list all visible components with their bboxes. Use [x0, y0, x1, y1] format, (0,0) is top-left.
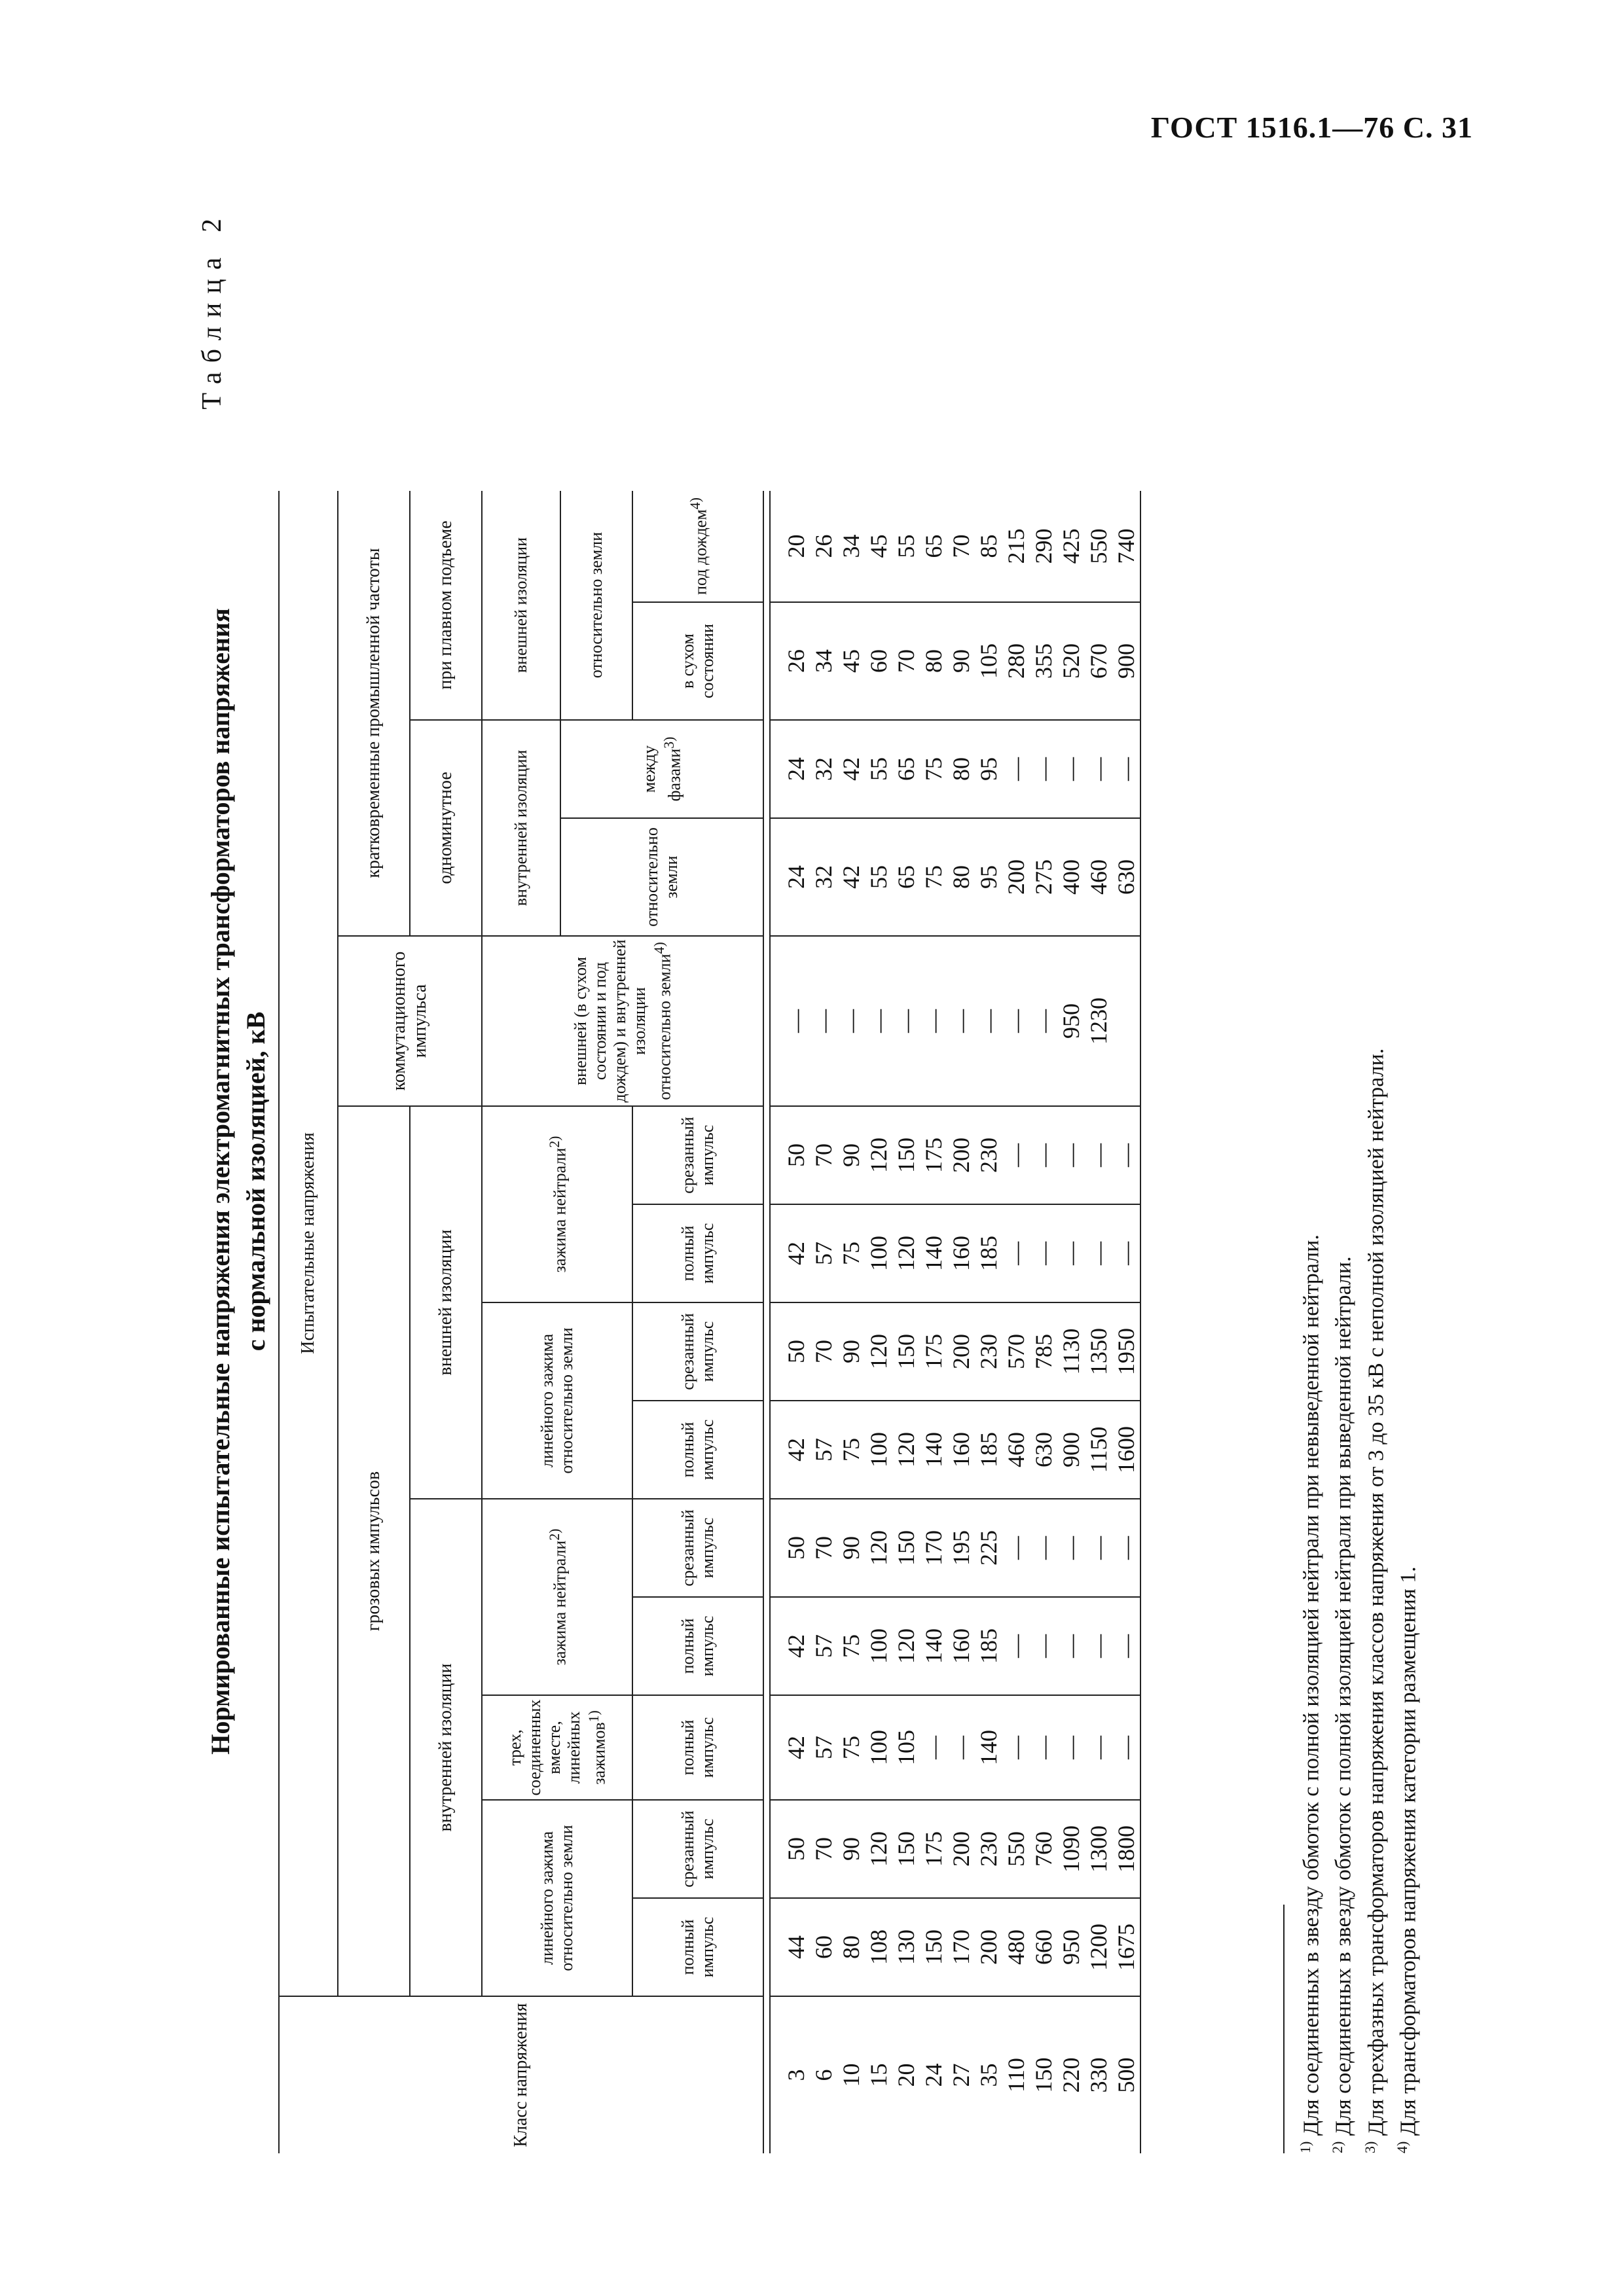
cell-value: 35	[976, 2063, 1002, 2087]
table-label: Таблица 2	[197, 209, 227, 410]
footnote-1-text: Для соединенных в звезду обмоток с полной изоляцией нейтрали при невыведенной нейтрали.	[1299, 1234, 1324, 2136]
col-int-three-full	[770, 1695, 1140, 1800]
cell-value: 200	[1003, 859, 1029, 895]
ext-neutral-chopped-header: срезанный импульс	[632, 1106, 763, 1204]
cell-value: 60	[811, 1935, 837, 1959]
cell-value: 425	[1058, 528, 1084, 564]
cell-value: —	[948, 1009, 974, 1033]
cell-value: 220	[1058, 2057, 1084, 2093]
ext-neutral-sup: 2)	[546, 1136, 562, 1148]
cell-value: —	[976, 1009, 1002, 1033]
cell-value: 1200	[1085, 1924, 1112, 1971]
cell-value: 120	[866, 1831, 892, 1867]
col-class	[770, 1996, 1140, 2153]
cell-value: —	[1113, 1242, 1139, 1265]
int-neutral-sup: 2)	[546, 1528, 562, 1541]
title-line-1: Нормированные испытательные напряжения электромагнитных трансформаторов напряжения	[206, 608, 235, 1755]
int-neutral-chopped-header: срезанный импульс	[632, 1499, 763, 1597]
lightning-header: грозовых импульсов	[338, 1106, 410, 1996]
table-title	[203, 209, 274, 2153]
cell-value: 400	[1058, 859, 1084, 895]
cell-value: 42	[783, 1634, 809, 1658]
col-one-min-phases	[770, 720, 1140, 818]
cell-value: 70	[811, 1340, 837, 1363]
cell-value: —	[893, 1009, 919, 1033]
cell-value: 42	[783, 1438, 809, 1462]
cell-value: 75	[921, 757, 947, 781]
cell-value: —	[921, 1736, 947, 1759]
int-three-phase-header	[482, 1695, 632, 1800]
cell-value: 42	[783, 1736, 809, 1759]
cell-value: 20	[783, 534, 809, 558]
switching-detail-sup: 4)	[651, 942, 667, 954]
cell-value: 460	[1003, 1432, 1029, 1467]
industrial-header: кратковременные промышленной частоты	[338, 491, 410, 936]
switching-header: коммутационного импульса	[338, 936, 482, 1106]
cell-value: 57	[811, 1736, 837, 1759]
cell-value: 460	[1085, 859, 1112, 895]
cell-value: 1950	[1113, 1328, 1139, 1375]
cell-value: 32	[811, 865, 837, 889]
cell-value: 200	[948, 1138, 974, 1173]
cell-value: 120	[866, 1530, 892, 1566]
cell-value: 660	[1030, 1929, 1057, 1965]
switching-detail-header	[482, 936, 763, 1106]
cell-value: 160	[948, 1236, 974, 1271]
cell-value: 160	[948, 1628, 974, 1664]
cell-value: 70	[811, 1143, 837, 1167]
cell-value: —	[948, 1736, 974, 1759]
cell-value: 150	[893, 1530, 919, 1566]
cell-value: —	[1003, 1736, 1029, 1759]
cell-value: 20	[893, 2063, 919, 2087]
cell-value: 57	[811, 1438, 837, 1462]
cell-value: 150	[921, 1929, 947, 1965]
cell-value: —	[1003, 1143, 1029, 1167]
page-header: ГОСТ 1516.1—76 С. 31	[1150, 111, 1473, 144]
one-min-ground-header: относительно земли	[560, 818, 763, 936]
ext-neutral-full-header: полный импульс	[632, 1204, 763, 1302]
col-ext-linear-full	[770, 1401, 1140, 1499]
cell-value: 1600	[1113, 1426, 1139, 1473]
int-three-phase-text: трех, соединенных вместе, линейных зажимов	[505, 1699, 609, 1796]
int-neutral-full-header: полный импульс	[632, 1597, 763, 1695]
cell-value: 275	[1030, 859, 1057, 895]
cell-value: 480	[1003, 1929, 1029, 1965]
cell-value: 175	[921, 1831, 947, 1867]
cell-value: 55	[866, 865, 892, 889]
cell-value: —	[866, 1009, 892, 1033]
external-insulation-header: внешней изоляции	[410, 1106, 482, 1499]
cell-value: 550	[1085, 528, 1112, 564]
cell-value: 185	[976, 1628, 1002, 1664]
cell-value: 150	[893, 1334, 919, 1369]
cell-value: —	[1058, 1242, 1084, 1265]
cell-value: —	[1085, 1143, 1112, 1167]
cell-value: 900	[1058, 1432, 1084, 1467]
cell-value: 200	[948, 1334, 974, 1369]
cell-value: 24	[921, 2063, 947, 2087]
cell-value: 57	[811, 1634, 837, 1658]
cell-value: 85	[976, 534, 1002, 558]
int-linear-header: линейного зажима относительно земли	[482, 1800, 632, 1996]
int-three-phase-sup: 1)	[585, 1710, 602, 1723]
int-linear-chopped-header: срезанный импульс	[632, 1800, 763, 1898]
one-minute-header: одноминутное	[410, 720, 482, 936]
cell-value: 140	[921, 1628, 947, 1664]
title-line-2: с нормальной изоляцией, кВ	[241, 1011, 270, 1352]
cell-value: 760	[1030, 1831, 1057, 1867]
cell-value: 200	[948, 1831, 974, 1867]
cell-value: —	[1030, 1242, 1057, 1265]
cell-value: 630	[1030, 1432, 1057, 1467]
cell-value: 6	[811, 2069, 837, 2081]
cell-value: 24	[783, 757, 809, 781]
cell-value: 75	[838, 1438, 864, 1462]
cell-value: 15	[866, 2063, 892, 2087]
cell-value: 45	[866, 534, 892, 558]
cell-value: —	[1085, 757, 1112, 781]
col-int-linear-chopped	[770, 1800, 1140, 1898]
col-switching	[770, 936, 1140, 1106]
between-phases-header	[560, 720, 763, 818]
cell-value: —	[1113, 1634, 1139, 1658]
cell-value: 195	[948, 1530, 974, 1566]
cell-value: 80	[838, 1935, 864, 1959]
cell-value: 150	[893, 1831, 919, 1867]
footnote-2	[1324, 209, 1357, 2153]
cell-value: 24	[783, 865, 809, 889]
cell-value: 120	[893, 1236, 919, 1271]
cell-value: 65	[921, 534, 947, 558]
cell-value: 32	[811, 757, 837, 781]
cell-value: 26	[783, 649, 809, 673]
cell-value: —	[1003, 1634, 1029, 1658]
cell-value: 90	[838, 1340, 864, 1363]
int-neutral-text: зажима нейтрали	[550, 1540, 570, 1666]
cell-value: 150	[1030, 2057, 1057, 2093]
cell-value: 75	[838, 1242, 864, 1265]
cell-value: 80	[921, 649, 947, 673]
cell-value: 120	[893, 1628, 919, 1664]
ext-linear-chopped-header: срезанный импульс	[632, 1302, 763, 1401]
cell-value: —	[838, 1009, 864, 1033]
cell-value: 230	[976, 1138, 1002, 1173]
cell-value: —	[1113, 757, 1139, 781]
int-neutral-header	[482, 1499, 632, 1695]
cell-value: 34	[811, 649, 837, 673]
smooth-ground-header: относительно земли	[560, 491, 632, 720]
cell-value: 75	[838, 1736, 864, 1759]
cell-value: —	[1030, 1536, 1057, 1560]
cell-value: 900	[1113, 643, 1139, 679]
cell-value: 70	[811, 1536, 837, 1560]
smooth-rise-header: при плавном подъеме	[410, 491, 482, 720]
cell-value: 280	[1003, 643, 1029, 679]
cell-value: 120	[866, 1138, 892, 1173]
cell-value: 95	[976, 757, 1002, 781]
cell-value: 1230	[1085, 997, 1112, 1045]
col-ext-neutral-chopped	[770, 1106, 1140, 1204]
cell-value: —	[1058, 1143, 1084, 1167]
col-ext-neutral-full	[770, 1204, 1140, 1302]
cell-value: —	[921, 1009, 947, 1033]
footnote-4	[1389, 209, 1421, 2153]
test-voltages-header: Испытательные напряжения	[279, 491, 338, 1996]
col-int-neutral-full	[770, 1597, 1140, 1695]
cell-value: 215	[1003, 528, 1029, 564]
cell-value: 1350	[1085, 1328, 1112, 1375]
cell-value: 130	[893, 1929, 919, 1965]
cell-value: 1130	[1058, 1328, 1084, 1375]
cell-value: 60	[866, 649, 892, 673]
cell-value: 100	[866, 1236, 892, 1271]
cell-value: 140	[921, 1236, 947, 1271]
cell-value: —	[1030, 757, 1057, 781]
footnote-3	[1357, 209, 1389, 2153]
cell-value: —	[1058, 757, 1084, 781]
cell-value: —	[1058, 1634, 1084, 1658]
cell-value: 100	[866, 1628, 892, 1664]
footnote-1-num: 1)	[1297, 2141, 1313, 2153]
footnote-2-text: Для соединенных в звезду обмоток с полной изоляцией нейтрали при выведенной нейтрали.	[1331, 1256, 1356, 2136]
cell-value: 1800	[1113, 1825, 1139, 1873]
cell-value: 630	[1113, 859, 1139, 895]
cell-value: 42	[783, 1242, 809, 1265]
cell-value: 80	[948, 757, 974, 781]
cell-value: 1090	[1058, 1825, 1084, 1873]
cell-value: —	[1030, 1009, 1057, 1033]
cell-value: —	[1058, 1736, 1084, 1759]
cell-value: 120	[866, 1334, 892, 1369]
footnote-3-num: 3)	[1361, 2141, 1378, 2153]
cell-value: 75	[921, 865, 947, 889]
ext-neutral-header	[482, 1106, 632, 1302]
cell-value: 65	[893, 757, 919, 781]
cell-value: 70	[811, 1837, 837, 1861]
cell-value: —	[1030, 1736, 1057, 1759]
cell-value: 570	[1003, 1334, 1029, 1369]
cell-value: 230	[976, 1334, 1002, 1369]
cell-value: 175	[921, 1138, 947, 1173]
cell-value: 200	[976, 1929, 1002, 1965]
dry-header: в сухом состоянии	[632, 602, 763, 720]
cell-value: 50	[783, 1340, 809, 1363]
ext-linear-header: линейного зажима относительно земли	[482, 1302, 632, 1499]
cell-value: 108	[866, 1929, 892, 1965]
between-phases-text: между фазами	[639, 745, 684, 802]
rain-sup: 4)	[687, 497, 703, 510]
cell-value: 42	[838, 865, 864, 889]
cell-value: —	[1003, 1536, 1029, 1560]
external-ins-short-header: внешней изоляции	[482, 491, 560, 720]
cell-value: —	[1113, 1536, 1139, 1560]
cell-value: 355	[1030, 643, 1057, 679]
cell-value: 150	[893, 1138, 919, 1173]
cell-value: —	[1003, 1009, 1029, 1033]
class-header: Класс напряжения	[511, 2003, 531, 2147]
cell-value: —	[1058, 1536, 1084, 1560]
cell-value: 950	[1058, 1929, 1084, 1965]
between-phases-sup: 3)	[661, 736, 677, 749]
cell-value: 225	[976, 1530, 1002, 1566]
cell-value: 670	[1085, 643, 1112, 679]
cell-value: —	[1085, 1536, 1112, 1560]
cell-value: —	[783, 1009, 809, 1033]
cell-value: 90	[838, 1837, 864, 1861]
cell-value: 34	[838, 534, 864, 558]
cell-value: 1150	[1085, 1426, 1112, 1473]
cell-value: 95	[976, 865, 1002, 889]
cell-value: 55	[866, 757, 892, 781]
footnote-rule	[1283, 1905, 1285, 2153]
cell-value: —	[1030, 1143, 1057, 1167]
cell-value: 26	[811, 534, 837, 558]
cell-value: 90	[838, 1536, 864, 1560]
cell-value: 100	[866, 1432, 892, 1467]
internal-ins-short-header: внутренней изоляции	[482, 720, 560, 936]
cell-value: 170	[921, 1530, 947, 1566]
test-voltage-table	[278, 491, 1141, 2153]
cell-value: 520	[1058, 643, 1084, 679]
col-smooth-dry	[770, 602, 1140, 720]
ext-linear-full-header: полный импульс	[632, 1401, 763, 1499]
cell-value: 175	[921, 1334, 947, 1369]
cell-value: 105	[976, 643, 1002, 679]
cell-value	[1112, 937, 1140, 1105]
footnote-1	[1292, 209, 1324, 2153]
cell-value: 45	[838, 649, 864, 673]
cell-value: —	[1113, 1143, 1139, 1167]
cell-value: 3	[783, 2069, 809, 2081]
footnote-3-text: Для трехфазных трансформаторов напряжения классов напряжения от 3 до 35 кВ с неполной изоляцией нейтрали.	[1363, 1048, 1388, 2136]
footnote-2-num: 2)	[1329, 2141, 1346, 2153]
cell-value: 70	[948, 534, 974, 558]
int-linear-full-header: полный импульс	[632, 1898, 763, 1996]
cell-value: 330	[1085, 2057, 1112, 2093]
footnotes	[1283, 209, 1421, 2153]
rain-header	[632, 491, 763, 602]
cell-value: 90	[948, 649, 974, 673]
cell-value: 105	[893, 1730, 919, 1765]
col-smooth-rain	[770, 491, 1140, 602]
class-header-cell	[279, 1996, 763, 2153]
cell-value: 120	[893, 1432, 919, 1467]
cell-value: 57	[811, 1242, 837, 1265]
cell-value: 550	[1003, 1831, 1029, 1867]
footnote-4-text: Для трансформаторов напряжения категории размещения 1.	[1396, 1566, 1421, 2136]
cell-value: —	[1030, 1634, 1057, 1658]
cell-value: 785	[1030, 1334, 1057, 1369]
int-three-full-header: полный импульс	[632, 1695, 763, 1800]
cell-value: —	[1085, 1634, 1112, 1658]
cell-value: —	[811, 1009, 837, 1033]
col-int-neutral-chopped	[770, 1499, 1140, 1597]
cell-value: 160	[948, 1432, 974, 1467]
cell-value: 50	[783, 1536, 809, 1560]
cell-value: 170	[948, 1929, 974, 1965]
cell-value: 140	[921, 1432, 947, 1467]
cell-value: 70	[893, 649, 919, 673]
cell-value: 140	[976, 1730, 1002, 1765]
cell-value: —	[1003, 1242, 1029, 1265]
switching-detail-text: внешней (в сухом состоянии и под дождем) и внутренней изоляции относительно земли	[570, 939, 674, 1103]
internal-insulation-header: внутренней изоляции	[410, 1499, 482, 1996]
cell-value: 90	[838, 1143, 864, 1167]
cell-value: 185	[976, 1432, 1002, 1467]
cell-value: —	[1085, 1242, 1112, 1265]
cell-value: 185	[976, 1236, 1002, 1271]
cell-value: 55	[893, 534, 919, 558]
cell-value: 50	[783, 1143, 809, 1167]
cell-value: 65	[893, 865, 919, 889]
cell-value: 50	[783, 1837, 809, 1861]
cell-value: 100	[866, 1730, 892, 1765]
cell-value: 1300	[1085, 1825, 1112, 1873]
cell-value: 10	[838, 2063, 864, 2087]
cell-value: —	[1113, 1736, 1139, 1759]
cell-value: 110	[1003, 2058, 1029, 2092]
cell-value: —	[1085, 1736, 1112, 1759]
cell-value: 44	[783, 1935, 809, 1959]
cell-value: 42	[838, 757, 864, 781]
ext-neutral-text: зажима нейтрали	[550, 1147, 570, 1273]
col-one-min-ground	[770, 818, 1140, 936]
col-ext-linear-chopped	[770, 1302, 1140, 1401]
cell-value: 500	[1113, 2057, 1139, 2093]
cell-value: 27	[948, 2063, 974, 2087]
cell-value: 80	[948, 865, 974, 889]
col-int-linear-full	[770, 1898, 1140, 1996]
cell-value: 290	[1030, 528, 1057, 564]
cell-value: 950	[1058, 1003, 1084, 1039]
cell-value: —	[1003, 757, 1029, 781]
rotated-table-page	[196, 209, 1506, 2153]
cell-value: 1675	[1113, 1924, 1139, 1971]
cell-value: 75	[838, 1634, 864, 1658]
footnote-4-num: 4)	[1393, 2141, 1410, 2153]
cell-value: 230	[976, 1831, 1002, 1867]
cell-value: 740	[1113, 528, 1139, 564]
rain-text: под дождем	[691, 509, 710, 595]
